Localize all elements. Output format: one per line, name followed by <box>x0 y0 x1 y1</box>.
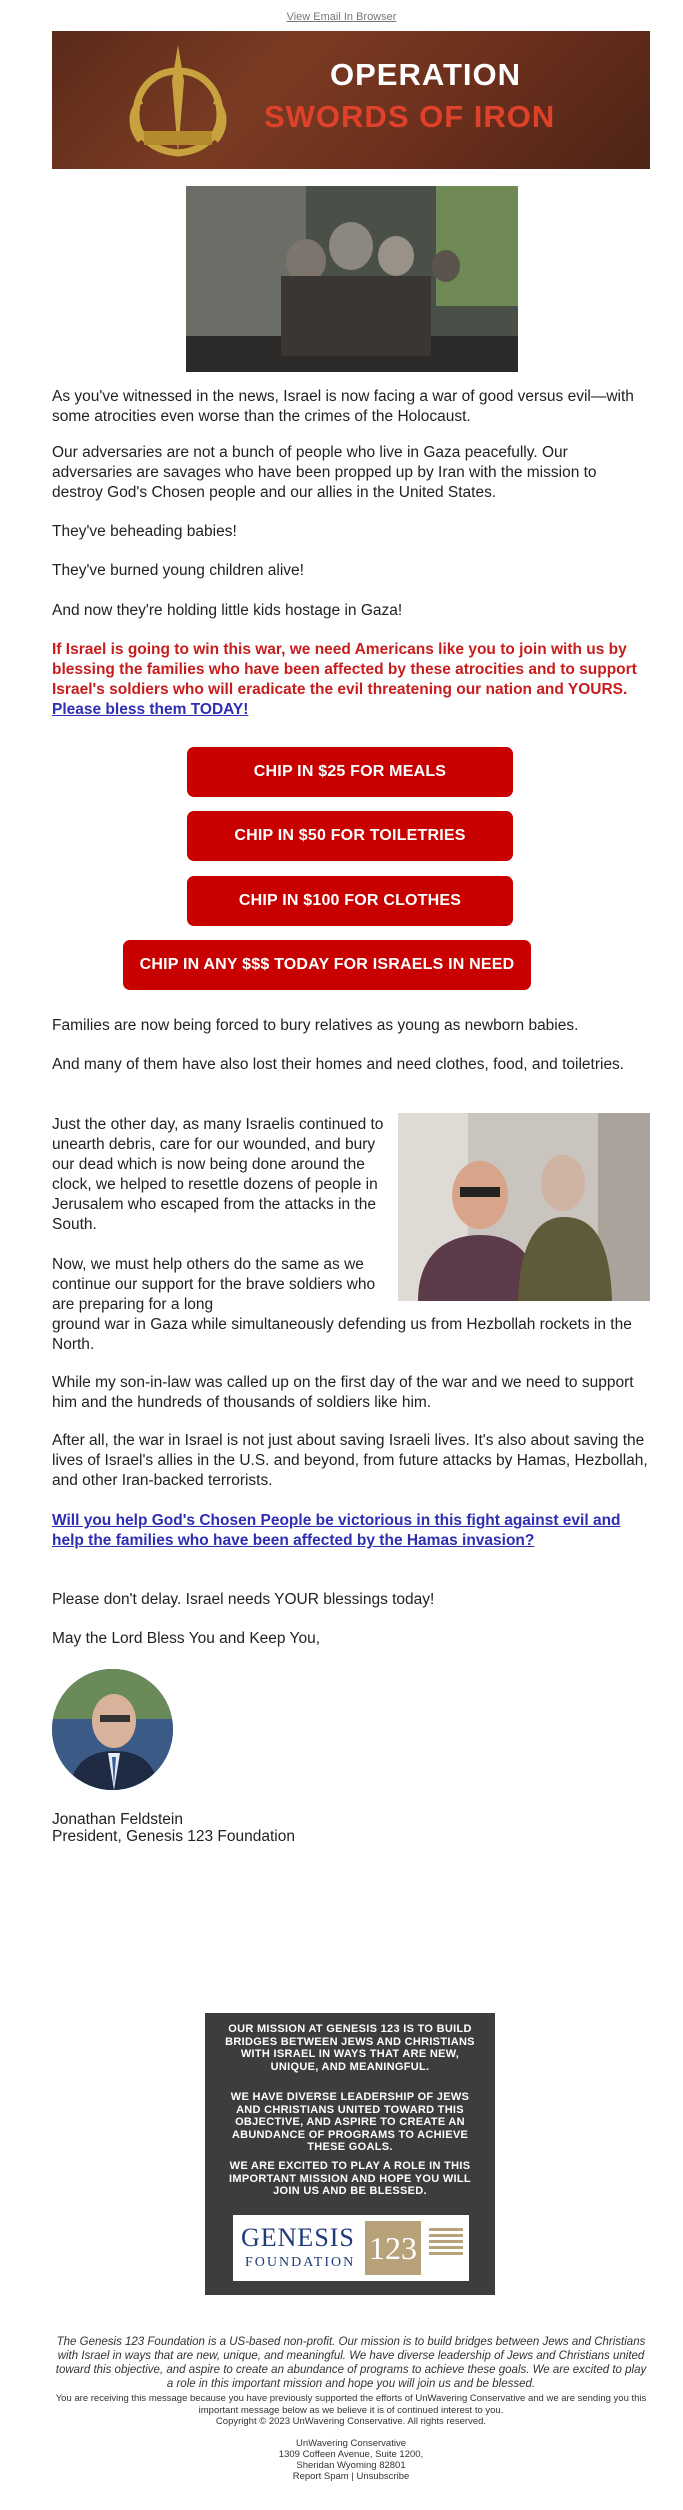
paragraph-call-to-action <box>52 1511 650 1551</box>
mission-statement-box <box>205 2013 495 2295</box>
bless-them-link[interactable]: Please bless them TODAY! <box>52 701 249 718</box>
paragraph-beheading: They've beheading babies! <box>52 523 237 540</box>
paragraph-adversaries: Our adversaries are not a bunch of people who live in Gaza peacefully. Our adversaries are savages who have been propped up by Iran with the mission to destroy God's Chosen people and our allies in the United States. <box>52 444 597 501</box>
logo-hebrew-lines <box>429 2225 463 2271</box>
footer-address-line2: Sheridan Wyoming 82801 <box>296 2460 406 2471</box>
banner-title-line1: OPERATION <box>330 57 521 92</box>
footer-about-text: The Genesis 123 Foundation is a US-based non-profit. Our mission is to build bridges between Jews and Christians with Israel in ways that are new, unique, and meaningful. We have diverse leadership of Jews and Christians united toward this objective, and aspire to create an abundance of programs to achieve these goals. We are excited to play a role in this important mission and hope you will join us and be blessed. <box>55 2336 647 2390</box>
paragraph-blessing: May the Lord Bless You and Keep You, <box>52 1630 321 1647</box>
footer-copyright: Copyright © 2023 UnWavering Conservative. All rights reserved. <box>215 2416 487 2427</box>
paragraph-intro: As you've witnessed in the news, Israel is now facing a war of good versus evil—with some atrocities even worse than the crimes of the Holocaust. <box>52 388 634 425</box>
mission-paragraph-3: WE ARE EXCITED TO PLAY A ROLE IN THIS IMPORTANT MISSION AND HOPE YOU WILL JOIN US AND BE BLESSED. <box>229 2160 471 2197</box>
paragraph-lost-homes: And many of them have also lost their homes and need clothes, food, and toiletries. <box>52 1056 625 1073</box>
unsubscribe-link[interactable]: Unsubscribe <box>356 2471 410 2482</box>
footer-notice: You are receiving this message because you have previously supported the efforts of UnWavering Conservative and we are sending you this important message below as we believe it is of continued interest to you. <box>55 2393 647 2416</box>
footer-links <box>52 2471 650 2483</box>
paragraph-not-just-israel: After all, the war in Israel is not just about saving Israeli lives. It's also about saving the lives of Israel's allies in the U.S. and beyond, from future attacks by Hamas, Hezbollah, and other Iran-backed terrorists. <box>52 1432 648 1489</box>
logo-genesis-text: GENESIS <box>241 2223 355 2252</box>
help-chosen-people-link[interactable]: Will you help God's Chosen People be victorious in this fight against evil and help the families who have been affected by the Hamas invasion? <box>52 1512 621 1549</box>
donate-any-amount-button[interactable]: CHIP IN ANY $$$ TODAY FOR ISRAELS IN NEED <box>123 940 531 990</box>
paragraph-hostage: And now they're holding little kids hostage in Gaza! <box>52 602 403 619</box>
donate-50-toiletries-button[interactable]: CHIP IN $50 FOR TOILETRIES <box>187 811 513 861</box>
paragraph-support-soldiers: Now, we must help others do the same as we continue our support for the brave soldiers who are preparing for a long <box>52 1256 376 1313</box>
idf-emblem-icon <box>122 41 234 159</box>
mission-paragraph-1: OUR MISSION AT GENESIS 123 IS TO BUILD BRIDGES BETWEEN JEWS AND CHRISTIANS WITH ISRAEL IN WAYS THAT ARE NEW, UNIQUE, AND MEANINGFUL. <box>225 2023 475 2073</box>
footer-address-line1: 1309 Coffeen Avenue, Suite 1200, <box>278 2449 424 2460</box>
paragraph-resettle: Just the other day, as many Israelis continued to unearth debris, care for our wounded, and bury our dead which is now being done around the clock, we helped to resettle dozens of people in Jerusalem who escaped from the attacks in the South. <box>52 1116 384 1233</box>
paragraph-burned: They've burned young children alive! <box>52 562 304 579</box>
mission-paragraph-2: WE HAVE DIVERSE LEADERSHIP OF JEWS AND CHRISTIANS UNITED TOWARD THIS OBJECTIVE, AND ASPIRE TO CREATE AN ABUNDANCE OF PROGRAMS TO ACHIEVE THESE GOALS. <box>230 2091 470 2153</box>
founder-with-soldier-photo <box>398 1113 650 1301</box>
logo-foundation-text: FOUNDATION <box>245 2255 356 2270</box>
appeal-red-text: If Israel is going to win this war, we need Americans like you to join with us by blessing the families who have been affected by these atrocities and to support Israel's soldiers who will eradicate the evil threatening our nation and YOURS. <box>52 641 637 698</box>
footer-org-name: UnWavering Conservative <box>296 2438 406 2449</box>
report-spam-link[interactable]: Report Spam <box>292 2471 349 2482</box>
genesis-123-logo <box>233 2215 469 2281</box>
view-in-browser-link[interactable]: View Email In Browser <box>286 11 397 23</box>
hostage-video-still <box>186 186 518 372</box>
footer-link-separator: | <box>351 2471 354 2482</box>
paragraph-ground-war: ground war in Gaza while simultaneously defending us from Hezbollah rockets in the North. <box>52 1316 632 1353</box>
donate-100-clothes-button[interactable]: CHIP IN $100 FOR CLOTHES <box>187 876 513 926</box>
banner-title-line2: SWORDS OF IRON <box>264 99 556 134</box>
signer-title: President, Genesis 123 Foundation <box>52 1828 295 1845</box>
paragraph-families-bury: Families are now being forced to bury relatives as young as newborn babies. <box>52 1017 579 1034</box>
donate-25-meals-button[interactable]: CHIP IN $25 FOR MEALS <box>187 747 513 797</box>
paragraph-dont-delay: Please don't delay. Israel needs YOUR blessings today! <box>52 1591 435 1608</box>
signer-name: Jonathan Feldstein <box>52 1811 183 1828</box>
logo-123-text: 123 <box>365 2221 421 2275</box>
paragraph-son-in-law: While my son-in-law was called up on the first day of the war and we need to support him and the hundreds of thousands of soldiers like him. <box>52 1374 634 1411</box>
signer-avatar <box>52 1669 173 1790</box>
paragraph-appeal <box>52 640 650 720</box>
operation-banner <box>52 31 650 169</box>
